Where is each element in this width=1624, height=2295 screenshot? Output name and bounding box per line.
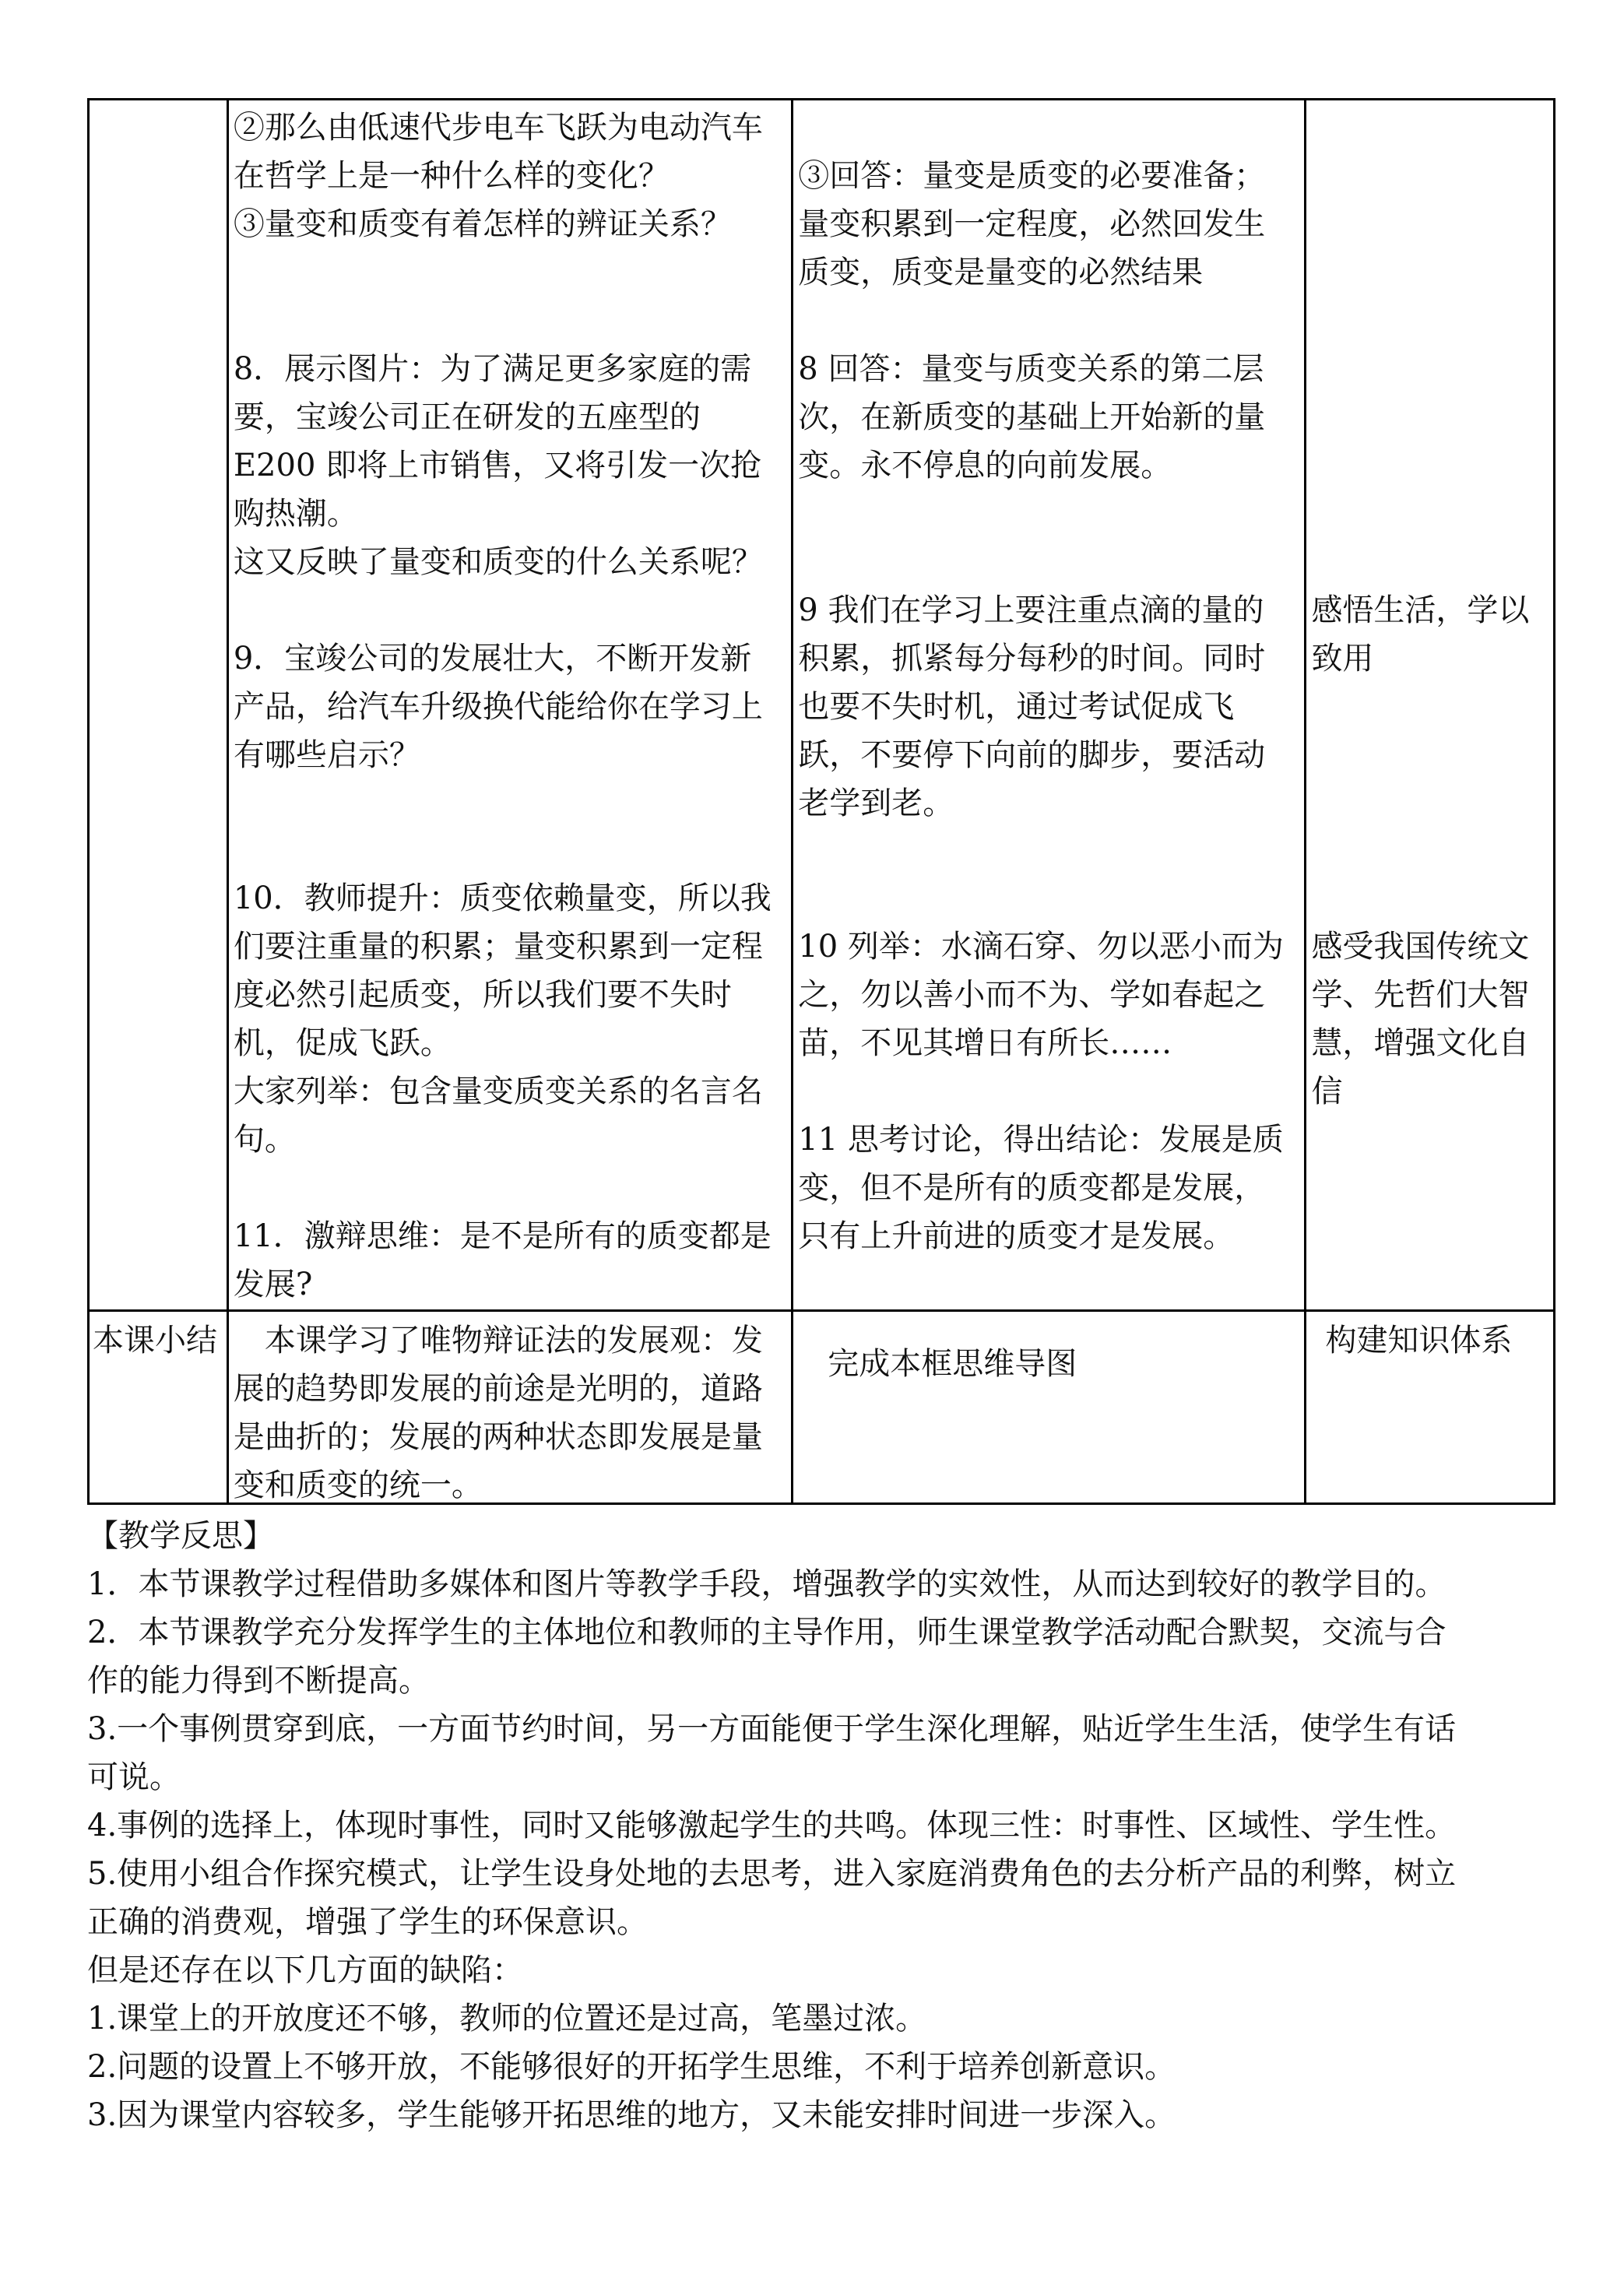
- text-line: E200 即将上市销售，又将引发一次抢: [233, 448, 762, 483]
- text-line: 慧，增强文化自: [1311, 1025, 1530, 1061]
- text-line: 次，在新质变的基础上开始新的量: [798, 399, 1266, 435]
- summary-label-cell: [89, 1311, 228, 1504]
- text-block-i10: [1311, 923, 1550, 1116]
- text-block-a3: [798, 152, 1301, 297]
- text-line: 致用: [1311, 641, 1374, 677]
- summary-label: 本课小结: [93, 1323, 217, 1358]
- reflection-line: 4.事例的选择上，体现时事性，同时又能够激起学生的共鸣。体现三性：时事性、区域性、学生性。: [87, 1808, 1457, 1843]
- text-line: 10．教师提升：质变依赖量变，所以我: [233, 880, 772, 916]
- section-cell: [89, 100, 228, 1311]
- text-line: 积累，抓紧每分每秒的时间。同时: [798, 641, 1266, 677]
- summary-line: 展的趋势即发展的前途是光明的，道路: [233, 1371, 763, 1407]
- text-line: 在哲学上是一种什么样的变化？: [233, 158, 670, 194]
- reflection-line: 2．本节课教学充分发挥学生的主体地位和教师的主导作用，师生课堂教学活动配合默契，交流与合: [87, 1615, 1446, 1650]
- text-line: 变。永不停息的向前发展。: [798, 448, 1172, 483]
- text-line: 9 我们在学习上要注重点滴的量的: [798, 592, 1264, 628]
- reflection-line: 1．本节课教学过程借助多媒体和图片等教学手段，增强教学的实效性，从而达到较好的教学目的。: [87, 1566, 1446, 1602]
- text-line: 8．展示图片：为了满足更多家庭的需: [233, 351, 752, 387]
- text-line: 苗，不见其增日有所长……: [798, 1025, 1172, 1061]
- text-block-a9: [798, 586, 1301, 828]
- text-line: 变，但不是所有的质变都是发展，: [798, 1170, 1266, 1206]
- text-line: 9．宝竣公司的发展壮大，不断开发新: [233, 641, 752, 677]
- text-line: 感悟生活，学以: [1311, 592, 1530, 628]
- text-block-a11: [798, 1116, 1301, 1260]
- text-line: 也要不失时机，通过考试促成飞: [798, 689, 1235, 725]
- reflection-line: 5.使用小组合作探究模式，让学生设身处地的去思考，进入家庭消费角色的去分析产品的利弊，树立: [87, 1856, 1457, 1892]
- summary-activity: 完成本框思维导图: [828, 1346, 1077, 1382]
- teacher-activity-cell: [227, 100, 792, 1311]
- text-line: 10 列举：水滴石穿、勿以恶小而为: [798, 929, 1284, 965]
- text-line: 发展?: [233, 1267, 313, 1302]
- reflection-line: 3.一个事例贯穿到底，一方面节约时间，另一方面能便于学生深化理解，贴近学生生活，使学生有话: [87, 1711, 1457, 1747]
- text-line: 之，勿以善小而不为、学如春起之: [798, 977, 1266, 1013]
- teaching-reflection: [87, 1512, 1559, 2139]
- summary-intent: 构建知识体系: [1325, 1323, 1513, 1358]
- lesson-summary-row: [89, 1311, 1555, 1504]
- summary-line: 变和质变的统一。: [233, 1467, 483, 1503]
- summary-content-cell: [227, 1311, 792, 1504]
- text-block-a8: [798, 345, 1301, 490]
- text-line: 句。: [233, 1122, 296, 1158]
- text-line: 老学到老。: [798, 786, 954, 821]
- text-line: 这又反映了量变和质变的什么关系呢？: [233, 544, 763, 580]
- summary-activity-cell: [793, 1311, 1306, 1504]
- text-line: 们要注重量的积累；量变积累到一定程: [233, 929, 763, 965]
- reflection-heading: 【教学反思】: [87, 1518, 274, 1554]
- text-block-q10: [234, 874, 788, 1164]
- reflection-line: 1.课堂上的开放度还不够，教师的位置还是过高，笔墨过浓。: [87, 2001, 927, 2037]
- text-line: 购热潮。: [233, 496, 358, 532]
- text-line: ③回答：量变是质变的必要准备；: [798, 158, 1266, 194]
- reflection-line: 但是还存在以下几方面的缺陷：: [87, 1952, 523, 1988]
- text-block-i9: [1311, 586, 1550, 683]
- text-line: ②那么由低速代步电车飞跃为电动汽车: [233, 110, 763, 146]
- text-line: 信: [1311, 1074, 1343, 1109]
- reflection-line: 正确的消费观，增强了学生的环保意识。: [87, 1904, 648, 1940]
- summary-intent-cell: [1306, 1311, 1555, 1504]
- student-activity-cell: [793, 100, 1306, 1311]
- text-line: 机，促成飞跃。: [233, 1025, 452, 1061]
- teaching-process-row: [89, 100, 1555, 1311]
- text-line: 有哪些启示？: [233, 737, 420, 773]
- text-line: 质变，质变是量变的必然结果: [798, 255, 1204, 290]
- text-line: 大家列举：包含量变质变关系的名言名: [233, 1074, 763, 1109]
- text-line: 感受我国传统文: [1311, 929, 1530, 965]
- text-line: 11．激辩思维：是不是所有的质变都是: [233, 1218, 772, 1254]
- reflection-line: 作的能力得到不断提高。: [87, 1663, 430, 1699]
- text-line: 量变积累到一定程度，必然回发生: [798, 206, 1266, 242]
- reflection-line: 可说。: [87, 1759, 181, 1795]
- text-block-q8: [234, 345, 788, 586]
- text-block-a10: [798, 923, 1301, 1067]
- text-block-q11: [234, 1212, 788, 1309]
- text-line: 学、先哲们大智: [1311, 977, 1530, 1013]
- text-line: 11 思考讨论，得出结论：发展是质: [798, 1122, 1284, 1158]
- text-line: 产品，给汽车升级换代能给你在学习上: [233, 689, 763, 725]
- reflection-line: 2.问题的设置上不够开放，不能够很好的开拓学生思维，不利于培养创新意识。: [87, 2049, 1176, 2085]
- text-line: 只有上升前进的质变才是发展。: [798, 1218, 1235, 1254]
- summary-line: 是曲折的；发展的两种状态即发展是量: [233, 1419, 763, 1455]
- text-block-q9: [234, 634, 788, 779]
- design-intent-cell: [1306, 100, 1555, 1311]
- summary-line: 本课学习了唯物辩证法的发展观：发: [233, 1323, 763, 1358]
- text-block-q2: [234, 104, 788, 248]
- text-line: 8 回答：量变与质变关系的第二层: [798, 351, 1264, 387]
- text-line: 度必然引起质变，所以我们要不失时: [233, 977, 732, 1013]
- text-line: 跃，不要停下向前的脚步，要活动: [798, 737, 1266, 773]
- lesson-plan-table: [87, 98, 1555, 1505]
- text-line: 要，宝竣公司正在研发的五座型的: [233, 399, 701, 435]
- reflection-line: 3.因为课堂内容较多，学生能够开拓思维的地方，又未能安排时间进一步深入。: [87, 2097, 1176, 2133]
- text-line: ③量变和质变有着怎样的辨证关系？: [233, 206, 732, 242]
